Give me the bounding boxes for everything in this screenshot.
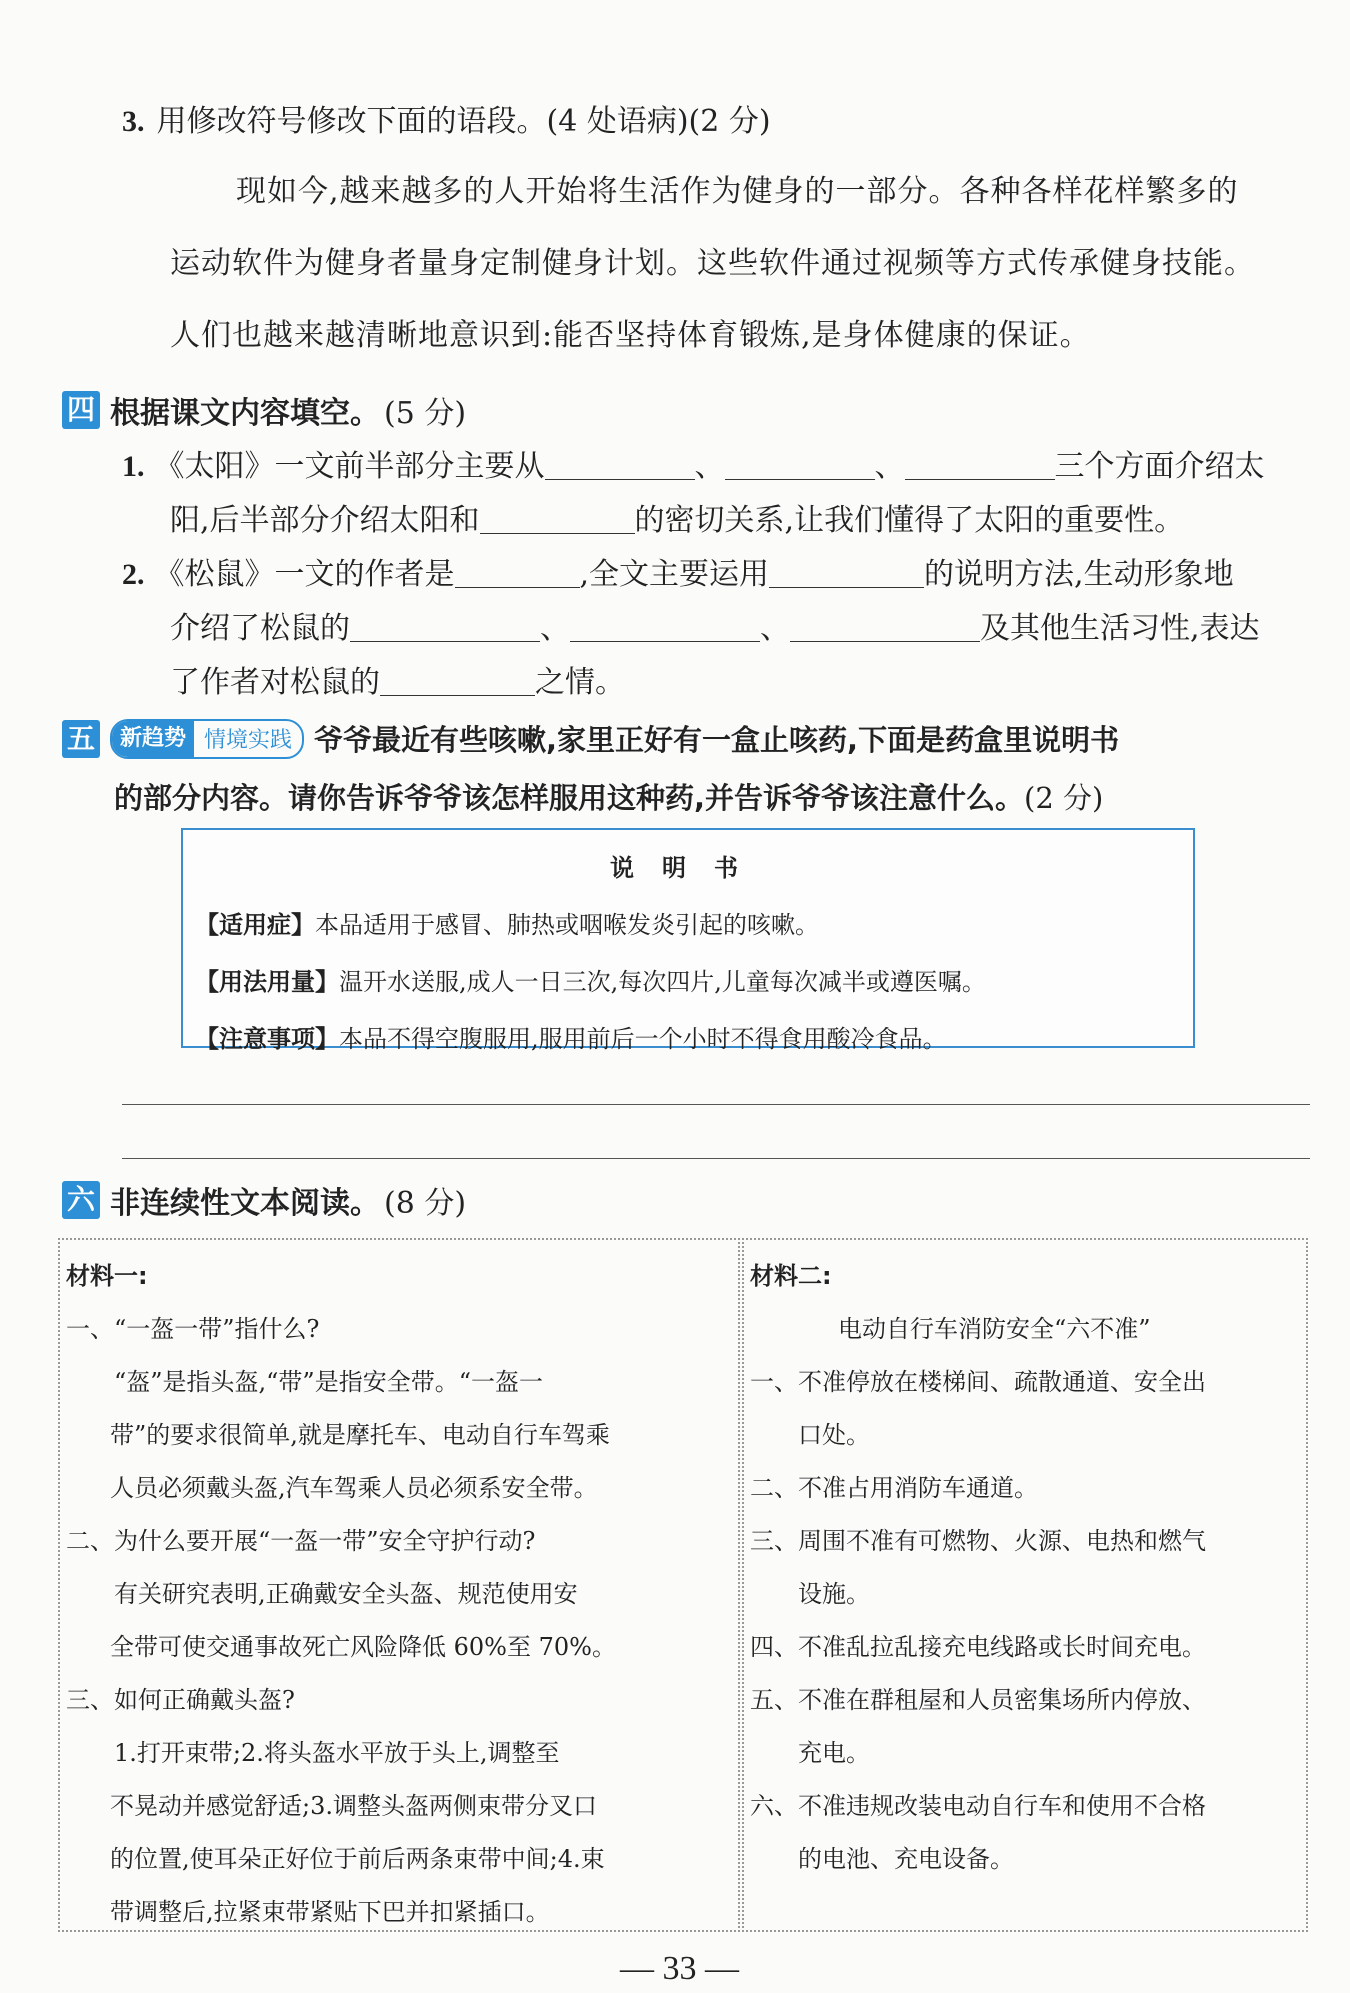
material-2-line: 二、不准占用消防车通道。 — [750, 1474, 1038, 1502]
section-score: (8 分) — [384, 1186, 467, 1221]
answer-blank[interactable] — [350, 611, 540, 642]
material-2-line: 三、周围不准有可燃物、火源、电热和燃气 — [750, 1527, 1206, 1555]
section-score: (2 分) — [1024, 781, 1104, 815]
section-title: 根据课文内容填空。 — [110, 396, 380, 431]
trend-badge: 新趋势 情境实践 — [110, 719, 304, 759]
section-score: (5 分) — [384, 396, 467, 431]
section-badge: 五 — [62, 720, 100, 758]
section-badge: 六 — [62, 1181, 100, 1219]
material-1-box — [58, 1238, 740, 1932]
q3-paragraph-line-2: 运动软件为健身者量身定制健身计划。这些软件通过视频等方式传承健身技能。 — [170, 246, 1255, 281]
section-6-header — [62, 1178, 466, 1222]
material-1-heading: 材料一: — [66, 1262, 148, 1290]
section-badge: 四 — [62, 391, 100, 429]
answer-blank[interactable] — [380, 665, 535, 696]
instruction-title: 说明书 — [610, 854, 766, 882]
material-2-line: 设施。 — [750, 1580, 870, 1608]
answer-blank[interactable] — [905, 449, 1055, 480]
material-2-line: 充电。 — [750, 1739, 870, 1767]
sec5-prompt-line-2: 的部分内容。请你告诉爷爷该怎样服用这种药,并告诉爷爷该注意什么。(2 分) — [114, 781, 1104, 815]
material-1-line: 二、为什么要开展“一盔一带”安全守护行动? — [66, 1527, 536, 1555]
instruction-row-dosage: 【用法用量】温开水送服,成人一日三次,每次四片,儿童每次减半或遵医嘱。 — [195, 968, 986, 996]
material-1-line: 全带可使交通事故死亡风险降低 60%至 70%。 — [110, 1633, 616, 1661]
sec4-q1-line-2: 阳,后半部分介绍太阳和 的密切关系,让我们懂得了太阳的重要性。 — [170, 503, 1185, 538]
q3-paragraph-line-3: 人们也越来越清晰地意识到:能否坚持体育锻炼,是身体健康的保证。 — [170, 318, 1091, 353]
answer-blank[interactable] — [790, 611, 980, 642]
page-number: — 33 — — [620, 1950, 739, 1987]
material-2-title: 电动自行车消防安全“六不准” — [838, 1315, 1151, 1343]
answer-blank[interactable] — [455, 557, 580, 588]
answer-blank[interactable] — [480, 503, 635, 534]
answer-blank[interactable] — [725, 449, 875, 480]
instruction-box — [181, 828, 1195, 1053]
material-1-line: 一、“一盔一带”指什么? — [66, 1315, 320, 1343]
section-title: 非连续性文本阅读。 — [110, 1186, 380, 1221]
instruction-row-cautions: 【注意事项】本品不得空腹服用,服用前后一个小时不得食用酸冷食品。 — [195, 1025, 947, 1053]
material-2-line: 的电池、充电设备。 — [750, 1845, 1014, 1873]
material-1-line: 带”的要求很简单,就是摩托车、电动自行车驾乘 — [110, 1421, 610, 1449]
answer-blank[interactable] — [545, 449, 695, 480]
material-1-line: “盔”是指头盔,“带”是指安全带。“一盔一 — [66, 1368, 543, 1396]
material-2-heading: 材料二: — [750, 1262, 832, 1290]
section-5-header — [62, 718, 1119, 759]
material-2-box — [742, 1238, 1308, 1932]
material-1-line: 1.打开束带;2.将头盔水平放于头上,调整至 — [66, 1739, 560, 1767]
material-1-line: 带调整后,拉紧束带紧贴下巴并扣紧插口。 — [110, 1898, 550, 1926]
q3-paragraph-line-1: 现如今,越来越多的人开始将生活作为健身的一部分。各种各样花样繁多的 — [236, 174, 1239, 209]
material-1-line: 人员必须戴头盔,汽车驾乘人员必须系安全带。 — [110, 1474, 598, 1502]
sec5-prompt-line-1: 爷爷最近有些咳嗽,家里正好有一盒止咳药,下面是药盒里说明书 — [314, 723, 1120, 757]
material-2-line: 五、不准在群租屋和人员密集场所内停放、 — [750, 1686, 1206, 1714]
material-1-line: 的位置,使耳朵正好位于前后两条束带中间;4.束 — [110, 1845, 605, 1873]
material-1-line: 三、如何正确戴头盔? — [66, 1686, 295, 1714]
answer-line[interactable] — [122, 1104, 1310, 1105]
material-2-line: 口处。 — [750, 1421, 870, 1449]
sec4-q2-line-3: 了作者对松鼠的 之情。 — [170, 665, 625, 700]
material-1-line: 有关研究表明,正确戴安全头盔、规范使用安 — [66, 1580, 578, 1608]
instruction-row-indication: 【适用症】本品适用于感冒、肺热或咽喉发炎引起的咳嗽。 — [195, 911, 819, 939]
material-2-line: 六、不准违规改装电动自行车和使用不合格 — [750, 1792, 1206, 1820]
sec4-q2-line-1: 2. 《松鼠》一文的作者是 ,全文主要运用 的说明方法,生动形象地 — [122, 557, 1234, 592]
material-1-line: 不晃动并感觉舒适;3.调整头盔两侧束带分叉口 — [110, 1792, 597, 1820]
material-2-line: 一、不准停放在楼梯间、疏散通道、安全出 — [750, 1368, 1206, 1396]
material-2-line: 四、不准乱拉乱接充电线路或长时间充电。 — [750, 1633, 1206, 1661]
answer-line[interactable] — [122, 1158, 1310, 1159]
question-3-title: 3. 用修改符号修改下面的语段。(4 处语病)(2 分) — [122, 104, 771, 139]
sec4-q2-line-2: 介绍了松鼠的 、 、 及其他生活习性,表达 — [170, 611, 1260, 646]
answer-blank[interactable] — [769, 557, 924, 588]
question-number: 3. — [122, 105, 145, 138]
sec4-q1-line-1: 1. 《太阳》一文前半部分主要从 、 、 三个方面介绍太 — [122, 449, 1265, 484]
answer-blank[interactable] — [570, 611, 760, 642]
section-4-header — [62, 388, 466, 432]
